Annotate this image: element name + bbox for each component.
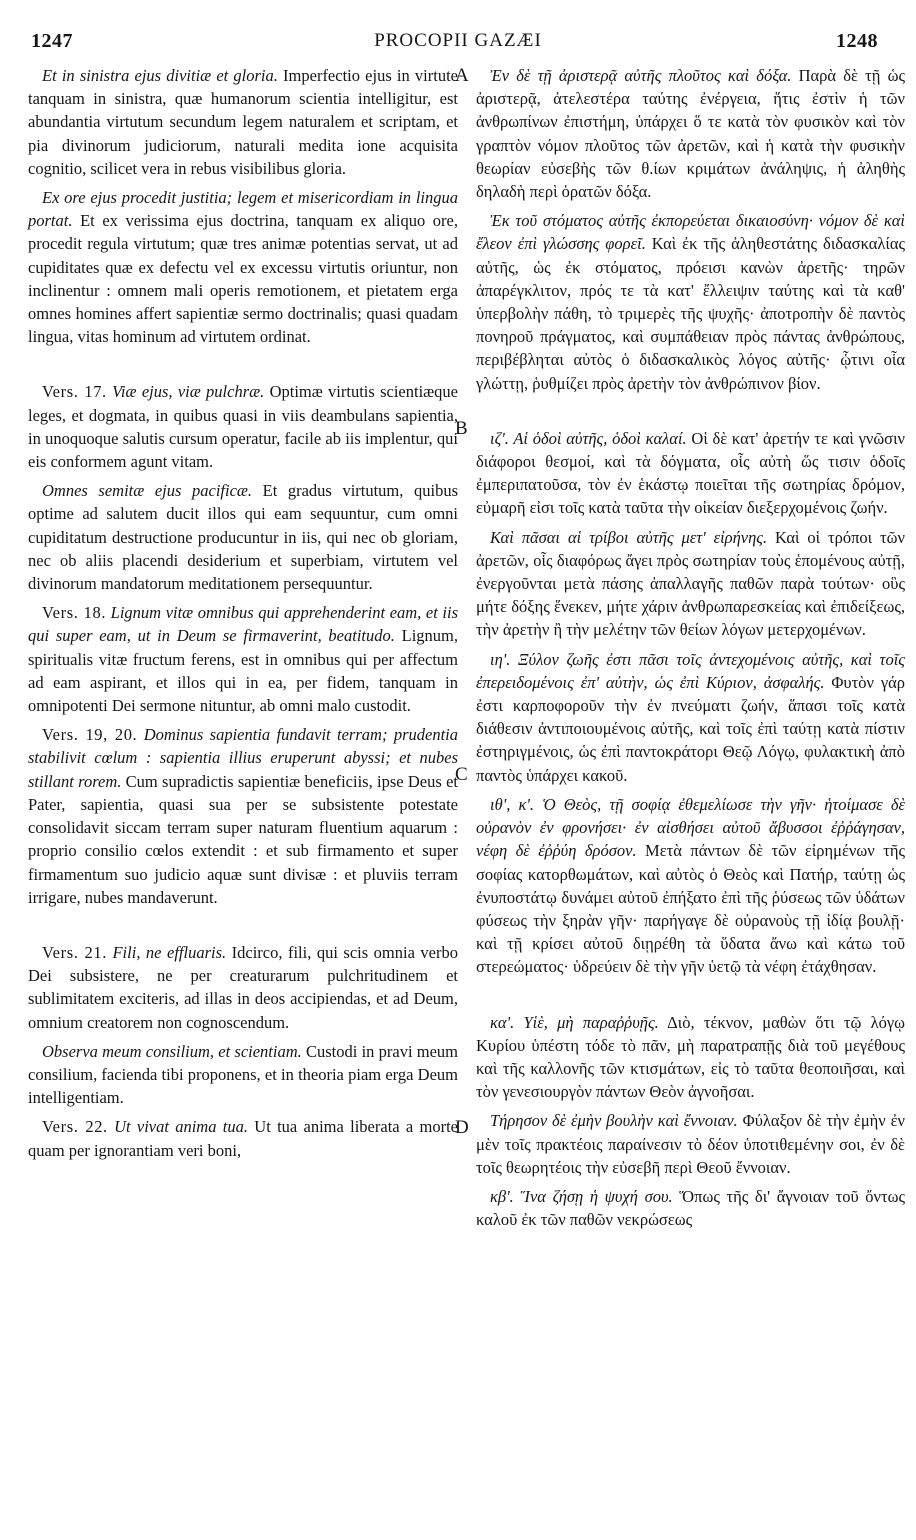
lemma-quote: Ἐκ τοῦ στόματος αὐτῆς ἐκπορεύεται δικαιοσύνη· νόμον δὲ καὶ ἔλεον ἐπὶ γλώσσης φορεῖ. <box>476 211 905 254</box>
verse-number: Vers. 17. <box>42 382 107 402</box>
latin-paragraph <box>28 479 458 595</box>
greek-paragraph <box>476 64 905 203</box>
commentary-text: Lignum, spiritualis vitæ fructum ferens, est in omnibus qui per affectum ad eam aspirant, et illos qui in ea, per fidem, tanquam in omnipotenti Dei sermone nituntur, ab omni malo custodit. <box>28 626 458 716</box>
latin-paragraph <box>28 380 458 473</box>
commentary-text: Μετὰ πάντων δὲ τῶν εἰρημένων τῆς σοφίας κατορθωμάτων, καὶ αὐτὸς ὁ Θεὸς καὶ Πατήρ, ταύτῃ ὡς ἐνυποστάτῳ δυνάμει αὐτοῦ ἐπήξατο ἐπὶ τῆς ῥύσεως τῶν ὑδάτων φύσεως τὴν ξηρὰν γῆν· παρήγαγε δὲ οὐρανοὺς τῇ ἰδίᾳ βουλῇ· καὶ τῇ κρίσει αὐτοῦ διῃρέθη τὰ ὕδατα ἄνω καὶ κάτω τοῦ στερεώματος· ὑδρεύειν δὲ τὴν γῆν ὑετῷ τὰ νέφη ἐτάχθησαν. <box>476 841 905 977</box>
latin-column <box>28 64 458 1168</box>
commentary-text: Et ex verissima ejus doctrina, tanquam ex aliquo ore, procedit regula virtutum; quæ tres animæ potentias servat, ut ad cupiditates quæ ex defectu vel ex excessu virtutis oriuntur, non inclinentur : omnem mali operis remotionem, et pietatem erga omnes homines affert sapientiæ sermo doctrinalis; quasi quadam lingua, vitas hominum ad virtutem ordinat. <box>28 211 458 347</box>
greek-paragraph <box>476 427 905 520</box>
latin-paragraph <box>28 723 458 909</box>
commentary-text: Οἱ δὲ κατ' ἀρετήν τε καὶ γνῶσιν διάφοροι θεσμοί, καὶ τὰ δόγματα, οἷς αὐτὴ ὥς τισιν ὁδοῖς ἐμπεριπατοῦσα, τὸν ἐν ἑκάστῳ ποιεῖται τῆς σωτηρίας δρόμον, εὐμαρῆ εἰσι τοῖς κατὰ ταῦτα τὴν οἰκείαν διεξερχομένοις ζωήν. <box>476 428 905 518</box>
section-gap <box>476 985 905 1011</box>
lemma-quote: ιζ'. Αἱ ὁδοὶ αὐτῆς, ὁδοὶ καλαί. <box>490 428 687 448</box>
commentary-text: Καὶ οἱ τρόποι τῶν ἀρετῶν, οἷς διαφόρως ἄγει πρὸς σωτηρίαν τοὺς ἑπομένους αὐτῇ, ἐνεργοῦνται μετὰ πάσης ἀπαλλαγῆς παθῶν παρὰ τούτων· οὓς μήτε δόξης ἕνεκεν, μήτε χάριν ἀνθρωπαρεσκείας καὶ ἐπιδείξεως, τὴν ἀρετὴν ἢ τὴν μελέτην τῶν θείων λόγων μετερχομένων. <box>476 527 905 640</box>
lemma-quote: Omnes semitæ ejus pacificæ. <box>42 481 253 501</box>
lemma-quote: Fili, ne effluaris. <box>106 942 227 962</box>
greek-paragraph <box>476 526 905 642</box>
verse-number: Vers. 21. <box>42 942 107 962</box>
lemma-quote: Ἐν δὲ τῇ ἀριστερᾷ αὐτῆς πλοῦτος καὶ δόξα. <box>490 66 792 85</box>
greek-paragraph <box>476 793 905 979</box>
commentary-text: Optimæ virtutis scientiæque leges, et dogmata, in quibus quasi in viis deambulans sapientia, in unoquoque salutis cursum operatur, facile ab iis implentur, qui eis conformem agunt vitam. <box>28 382 458 472</box>
lemma-quote: Ut vivat anima tua. <box>107 1117 248 1137</box>
section-gap <box>28 354 458 380</box>
verse-number: Vers. 22. <box>42 1117 108 1137</box>
greek-paragraph <box>476 1011 905 1104</box>
margin-letter-c: C <box>455 764 468 785</box>
page-number-right: 1248 <box>836 30 878 52</box>
lemma-quote: ιθ', κ'. Ὁ Θεὸς, τῇ σοφίᾳ ἐθεμελίωσε τὴν γῆν· ἡτοίμασε δὲ οὐρανὸν ἐν φρονήσει· ἐν αἰσθήσει αὐτοῦ ἄβυσσοι ἐῤῥάγησαν, νέφη δὲ ἐῤῥύη δρόσον. <box>476 794 905 861</box>
greek-paragraph <box>476 209 905 395</box>
verse-number: Vers. 19, 20. <box>42 725 138 745</box>
greek-paragraph <box>476 1109 905 1179</box>
latin-paragraph <box>28 601 458 717</box>
lemma-quote: κα'. Υἱὲ, μὴ παραῤῥυῇς. <box>490 1012 659 1032</box>
lemma-quote: Et in sinistra ejus divitiæ et gloria. <box>42 66 278 85</box>
section-gap <box>476 401 905 427</box>
latin-paragraph <box>28 941 458 1034</box>
lemma-quote: Τήρησον δὲ ἐμὴν βουλὴν καὶ ἔννοιαν. <box>490 1111 738 1131</box>
lemma-quote: Ex ore ejus procedit justitia; legem et misericordiam in lingua portat. <box>28 188 458 231</box>
latin-paragraph <box>28 1040 458 1110</box>
section-gap <box>28 915 458 941</box>
latin-paragraph <box>28 1115 458 1161</box>
commentary-text: Φυτὸν γάρ ἐστι καρποφοροῦν τὴν ἐν πνεύματι ζωήν, ἅπασι τοῖς κατὰ διάθεσιν ἀντιποιουμένοις αὐτῆς, καὶ τοῖς ἐπὶ ταύτῃ κατὰ πίστιν ἐστηριγμένοις, ὡς ἐπὶ παντοκράτορι Θεῷ Λόγῳ, φυλακτικὴ ἀπὸ παντὸς ὑπάρχει κακοῦ. <box>476 672 905 785</box>
lemma-quote: Viæ ejus, viæ pulchræ. <box>106 382 265 402</box>
greek-column <box>476 64 905 1237</box>
commentary-text: Φύλαξον δὲ τὴν ἐμὴν ἐν μὲν τοῖς πρακτέοις παραίνεσιν τὸ δέον ὑποτιθεμένην σοι, ἐν δὲ τοῖς θεωρητέοις τὴν εὐσεβῆ περὶ Θεοῦ ἔννοιαν. <box>476 1111 905 1177</box>
latin-paragraph <box>28 64 458 180</box>
commentary-text: Custodi in pravi meum consilium, facienda tibi proponens, et in theoria piam erga Deum intelligentiam. <box>28 1041 459 1108</box>
commentary-text: Ut tua anima liberata a morte quam per ignorantiam veri boni, <box>28 1117 458 1160</box>
margin-letter-a: A <box>455 65 469 86</box>
commentary-text: Καὶ ἐκ τῆς ἀληθεστάτης διδασκαλίας αὐτῆς, ὡς ἐκ στόματος, πρόεισι κανὼν ἀρετῆς· τηρῶν ἀπαρέγκλιτον, πρός τε τὰ κατ' ἔλλειψιν ταύτης καὶ τὰ καθ' ὑπερβολὴν πάθη, τὸ τριμερὲς τῆς ψυχῆς· ἀποτροπὴν δὲ παντὸς πονηροῦ πράγματος, καὶ συμπάθειαν πρὸς πάντας ἀνθρώπους, περιβέβληται αὐτὸς ὁ διδασκαλικὸς λόγος αὐτῆς· ᾧτινι οἷα γλώττῃ, ῥυθμίζει πρὸς ἀρετὴν τὸν ἀνθρώπινον βίον. <box>476 234 905 393</box>
greek-paragraph <box>476 1185 905 1231</box>
commentary-text: Cum supradictis sapientiæ beneficiis, ipse Deus et Pater, sapientia, quasi sua per se subsistente potestate consolidavit siccam terram super naturam fluentium aquarum : proprio consilio cœlos extendit : et sub firmamento et super firmamentum suo judicio aquæ sunt divisæ : et pluviis terram irrigare, nubes mandaverunt. <box>28 771 458 907</box>
margin-letter-d: D <box>455 1117 469 1138</box>
commentary-text: Et gradus virtutum, quibus optime ad salutem ducit illos qui eam sequuntur, cum omni cupiditatum destructione producuntur in iis, qui nec ob gloriam, nec ob aliis placendi desiderium et superbiam, virtutem vel divinorum mandatorum meditationem persequuntur. <box>28 481 458 594</box>
commentary-text: Διὸ, τέκνον, μαθὼν ὅτι τῷ λόγῳ Κυρίου ὑπέστη τόδε τὸ πᾶν, μὴ παρατραπῇς διὰ τοῦ μεγέθους καὶ τῆς καλλονῆς τῶν κτισμάτων, εἰς τὸ ταῦτα θεοποιῆσαι, καὶ τὸν γενεσιουργὸν πάντων Θεὸν ἀγνοῆσαι. <box>476 1012 905 1102</box>
commentary-text: Παρὰ δὲ τῇ ὡς ἀριστερᾷ, ἀτελεστέρα ταύτης ἐνέργεια, ἥτις ἐστὶν ἡ τῶν ἀνθρωπίνων ἐπιστήμη, ὑπάρχει ὅ τε κατὰ τὸν φυσικὸν καὶ τὸν γραπτὸν νόμον πλοῦτος τῶν ἀρετῶν, καὶ ἡ κατὰ τὴν φυσικὴν θεωρίαν εὐσεβὴς τῶν θ.ίων κριμάτων ἀνάληψις, ἡ ἀληθὴς δηλαδὴ περὶ ὁρατῶν δόξα. <box>476 66 906 202</box>
latin-paragraph <box>28 186 458 348</box>
lemma-quote: Dominus sapientia fundavit terram; prudentia stabilivit cœlum : sapientia illius eruperunt abyssi; et nubes stillant rorem. <box>28 725 458 791</box>
commentary-text: Ὅπως τῆς δι' ἄγνοιαν τοῦ ὄντως καλοῦ ἐκ τῶν παθῶν νεκρώσεως <box>476 1186 905 1230</box>
commentary-text: Idcirco, fili, qui scis omnia verbo Dei subsistere, ne per creaturarum pulchritudinem et sublimitatem exciteris, ad illas in deos accipiendas, et ad Deum, omnium creatorem non cognoscendum. <box>28 942 458 1032</box>
running-title: PROCOPII GAZÆI <box>374 30 542 51</box>
lemma-quote: Observa meum consilium, et scientiam. <box>42 1041 302 1061</box>
lemma-quote: Καὶ πᾶσαι αἱ τρίβοι αὐτῆς μετ' εἰρήνης. <box>490 527 768 547</box>
lemma-quote: Lignum vitæ omnibus qui apprehenderint eam, et iis qui super eam, ut in Deum se firmaverint, beatitudo. <box>28 603 458 646</box>
verse-number: Vers. 18. <box>42 603 107 623</box>
greek-paragraph <box>476 648 905 787</box>
page-number-left: 1247 <box>31 30 73 52</box>
commentary-text: Imperfectio ejus in virtute tanquam in sinistra, quæ humanorum scientia intelligitur, est abundantia virtutum secundum legem naturalem et scriptam, et pia divinorum judiciorum, naturali medita ione acquisita cognitio, scilicet vera in rebus visibilibus gloria. <box>28 66 458 178</box>
lemma-quote: ιη'. Ξύλον ζωῆς ἐστι πᾶσι τοῖς ἀντεχομένοις αὐτῆς, καὶ τοῖς ἐπερειδομένοις ἐπ' αὐτὴν, ὡς ἐπὶ Κύριον, ἀσφαλής. <box>476 649 905 692</box>
margin-letter-b: B <box>455 418 468 439</box>
lemma-quote: κβ'. Ἵνα ζήσῃ ἡ ψυχή σου. <box>490 1186 673 1206</box>
